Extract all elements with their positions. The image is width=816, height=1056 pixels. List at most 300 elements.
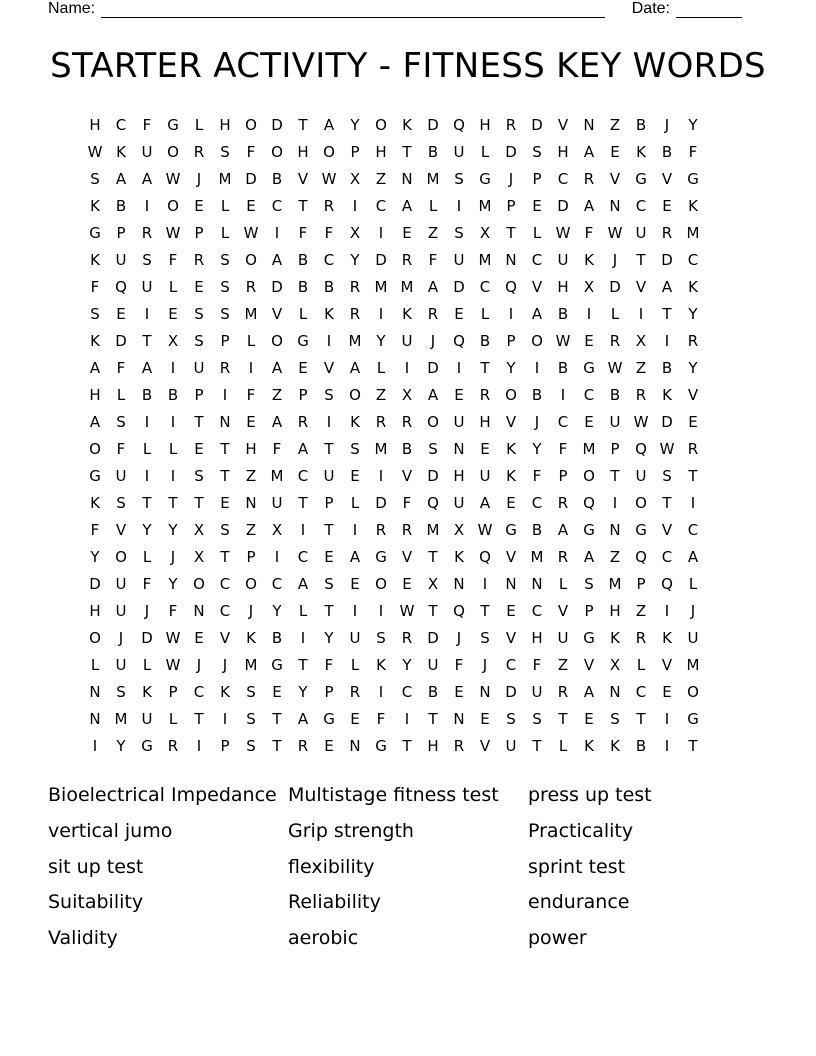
grid-letter: R bbox=[297, 413, 309, 431]
grid-letter: B bbox=[531, 521, 543, 539]
grid-letter: O bbox=[349, 386, 361, 404]
grid-row bbox=[82, 490, 734, 517]
grid-letter: X bbox=[427, 575, 439, 593]
grid-letter: Y bbox=[532, 440, 542, 458]
grid-letter: U bbox=[687, 629, 699, 647]
grid-letter: Q bbox=[635, 440, 647, 458]
grid-letter: I bbox=[144, 197, 150, 215]
grid-letter: X bbox=[401, 386, 413, 404]
grid-letter: E bbox=[506, 602, 516, 620]
grid-letter: D bbox=[245, 170, 257, 188]
grid-letter: N bbox=[453, 575, 465, 593]
grid-letter: U bbox=[115, 575, 127, 593]
grid-letter: T bbox=[428, 602, 438, 620]
grid-letter: F bbox=[90, 521, 100, 539]
grid-letter: T bbox=[220, 548, 230, 566]
grid-row bbox=[82, 220, 734, 247]
grid-letter: H bbox=[557, 278, 569, 296]
grid-letter: U bbox=[453, 494, 465, 512]
grid-letter: L bbox=[610, 305, 620, 323]
word-list-item: Suitability bbox=[48, 891, 144, 914]
grid-letter: S bbox=[194, 305, 204, 323]
grid-letter: Q bbox=[453, 602, 465, 620]
grid-letter: C bbox=[297, 467, 309, 485]
grid-letter: E bbox=[584, 413, 594, 431]
grid-letter: I bbox=[144, 467, 150, 485]
grid-letter: D bbox=[531, 116, 543, 134]
word-list bbox=[48, 778, 768, 957]
grid-row bbox=[82, 544, 734, 571]
grid-letter: L bbox=[142, 548, 152, 566]
grid-letter: G bbox=[583, 521, 595, 539]
grid-letter: Q bbox=[635, 548, 647, 566]
grid-letter: I bbox=[482, 575, 488, 593]
grid-letter: J bbox=[456, 629, 462, 647]
grid-letter: R bbox=[583, 170, 595, 188]
grid-letter: C bbox=[271, 575, 283, 593]
grid-letter: G bbox=[375, 548, 387, 566]
grid-row bbox=[82, 328, 734, 355]
grid-letter: S bbox=[454, 170, 464, 188]
grid-letter: C bbox=[531, 602, 543, 620]
grid-letter: L bbox=[532, 224, 542, 242]
word-list-item: Practicality bbox=[528, 819, 634, 842]
grid-letter: I bbox=[352, 602, 358, 620]
name-input-line[interactable] bbox=[101, 3, 605, 18]
grid-letter: E bbox=[454, 683, 464, 701]
grid-letter: S bbox=[116, 494, 126, 512]
grid-letter: X bbox=[453, 521, 465, 539]
grid-letter: T bbox=[688, 737, 698, 755]
grid-letter: T bbox=[662, 305, 672, 323]
grid-letter: L bbox=[350, 494, 360, 512]
grid-letter: X bbox=[349, 170, 361, 188]
grid-letter: G bbox=[375, 737, 387, 755]
grid-letter: T bbox=[142, 494, 152, 512]
grid-letter: E bbox=[220, 494, 230, 512]
grid-letter: C bbox=[115, 116, 127, 134]
grid-letter: A bbox=[323, 116, 335, 134]
grid-letter: K bbox=[90, 332, 100, 350]
grid-letter: F bbox=[246, 386, 256, 404]
grid-letter: K bbox=[454, 548, 464, 566]
grid-letter: R bbox=[479, 386, 491, 404]
grid-letter: E bbox=[662, 197, 672, 215]
grid-letter: S bbox=[246, 710, 256, 728]
grid-letter: D bbox=[661, 251, 673, 269]
grid-letter: T bbox=[272, 710, 282, 728]
grid-letter: D bbox=[505, 143, 517, 161]
grid-letter: H bbox=[89, 116, 101, 134]
grid-letter: J bbox=[664, 116, 670, 134]
grid-letter: E bbox=[194, 440, 204, 458]
grid-letter: Y bbox=[298, 683, 308, 701]
grid-letter: I bbox=[196, 737, 202, 755]
grid-letter: F bbox=[298, 224, 308, 242]
grid-letter: D bbox=[427, 359, 439, 377]
grid-letter: C bbox=[557, 413, 569, 431]
grid-letter: F bbox=[376, 710, 386, 728]
grid-letter: A bbox=[271, 359, 283, 377]
word-list-item: Grip strength bbox=[288, 819, 414, 842]
grid-letter: L bbox=[116, 386, 126, 404]
grid-row bbox=[82, 463, 734, 490]
grid-letter: I bbox=[144, 305, 150, 323]
grid-letter: T bbox=[142, 332, 152, 350]
grid-letter: I bbox=[378, 467, 384, 485]
grid-letter: K bbox=[90, 251, 100, 269]
grid-letter: G bbox=[141, 737, 153, 755]
grid-letter: D bbox=[609, 278, 621, 296]
grid-letter: Y bbox=[350, 116, 360, 134]
grid-letter: V bbox=[557, 116, 569, 134]
grid-letter: R bbox=[245, 278, 257, 296]
grid-letter: N bbox=[349, 737, 361, 755]
grid-letter: R bbox=[687, 440, 699, 458]
grid-letter: R bbox=[349, 305, 361, 323]
grid-letter: E bbox=[194, 278, 204, 296]
grid-letter: N bbox=[583, 116, 595, 134]
grid-letter: K bbox=[246, 629, 256, 647]
grid-letter: C bbox=[661, 548, 673, 566]
grid-letter: O bbox=[167, 143, 179, 161]
grid-letter: Z bbox=[245, 521, 257, 539]
grid-letter: E bbox=[298, 359, 308, 377]
grid-letter: I bbox=[300, 629, 306, 647]
grid-letter: D bbox=[375, 494, 387, 512]
grid-letter: F bbox=[272, 440, 282, 458]
word-search-grid bbox=[82, 112, 734, 760]
grid-letter: K bbox=[584, 251, 594, 269]
grid-letter: L bbox=[220, 197, 230, 215]
grid-letter: K bbox=[324, 305, 334, 323]
grid-letter: V bbox=[583, 656, 595, 674]
grid-letter: N bbox=[609, 683, 621, 701]
grid-letter: N bbox=[193, 602, 205, 620]
grid-letter: E bbox=[350, 467, 360, 485]
grid-letter: B bbox=[297, 278, 309, 296]
grid-letter: I bbox=[664, 710, 670, 728]
grid-letter: P bbox=[168, 683, 178, 701]
grid-letter: I bbox=[144, 413, 150, 431]
grid-letter: S bbox=[90, 170, 100, 188]
grid-letter: M bbox=[348, 332, 362, 350]
grid-letter: P bbox=[220, 737, 230, 755]
grid-letter: I bbox=[352, 521, 358, 539]
grid-letter: A bbox=[141, 359, 153, 377]
grid-letter: K bbox=[662, 386, 672, 404]
grid-letter: Q bbox=[583, 494, 595, 512]
grid-letter: T bbox=[220, 467, 230, 485]
grid-letter: S bbox=[532, 143, 542, 161]
grid-letter: F bbox=[116, 440, 126, 458]
grid-letter: I bbox=[378, 683, 384, 701]
grid-letter: E bbox=[402, 575, 412, 593]
grid-letter: B bbox=[557, 359, 569, 377]
grid-letter: Z bbox=[635, 602, 647, 620]
grid-letter: R bbox=[375, 413, 387, 431]
grid-letter: T bbox=[662, 494, 672, 512]
grid-letter: R bbox=[401, 629, 413, 647]
grid-letter: F bbox=[688, 143, 698, 161]
grid-letter: P bbox=[558, 467, 568, 485]
grid-row bbox=[82, 301, 734, 328]
grid-letter: T bbox=[194, 710, 204, 728]
grid-letter: K bbox=[688, 197, 698, 215]
grid-letter: B bbox=[557, 305, 569, 323]
grid-letter: N bbox=[219, 413, 231, 431]
grid-letter: T bbox=[402, 143, 412, 161]
grid-letter: F bbox=[168, 251, 178, 269]
grid-letter: M bbox=[478, 251, 492, 269]
grid-letter: M bbox=[244, 656, 258, 674]
grid-letter: J bbox=[482, 656, 488, 674]
grid-letter: K bbox=[376, 656, 386, 674]
grid-letter: T bbox=[532, 737, 542, 755]
grid-row bbox=[82, 571, 734, 598]
grid-letter: G bbox=[505, 521, 517, 539]
grid-letter: U bbox=[635, 467, 647, 485]
grid-letter: B bbox=[661, 143, 673, 161]
grid-letter: V bbox=[661, 170, 673, 188]
date-label: Date: bbox=[631, 0, 670, 17]
grid-letter: A bbox=[531, 305, 543, 323]
grid-letter: I bbox=[612, 494, 618, 512]
grid-letter: S bbox=[454, 224, 464, 242]
grid-letter: A bbox=[401, 197, 413, 215]
grid-letter: B bbox=[427, 143, 439, 161]
grid-letter: D bbox=[271, 278, 283, 296]
grid-letter: O bbox=[531, 332, 543, 350]
grid-letter: V bbox=[219, 629, 231, 647]
grid-letter: N bbox=[505, 251, 517, 269]
grid-row bbox=[82, 517, 734, 544]
grid-letter: I bbox=[170, 413, 176, 431]
grid-letter: D bbox=[427, 116, 439, 134]
grid-letter: S bbox=[506, 710, 516, 728]
grid-letter: L bbox=[428, 197, 438, 215]
grid-letter: M bbox=[374, 278, 388, 296]
grid-letter: T bbox=[480, 602, 490, 620]
grid-letter: I bbox=[170, 359, 176, 377]
grid-letter: W bbox=[321, 170, 337, 188]
grid-letter: M bbox=[686, 656, 700, 674]
grid-letter: L bbox=[142, 440, 152, 458]
grid-letter: U bbox=[505, 737, 517, 755]
grid-letter: H bbox=[89, 386, 101, 404]
grid-letter: Z bbox=[427, 224, 439, 242]
grid-letter: T bbox=[194, 413, 204, 431]
grid-letter: L bbox=[688, 575, 698, 593]
grid-letter: E bbox=[584, 710, 594, 728]
grid-letter: U bbox=[193, 359, 205, 377]
grid-letter: K bbox=[220, 683, 230, 701]
grid-letter: E bbox=[116, 305, 126, 323]
word-list-item: endurance bbox=[528, 891, 630, 914]
name-field bbox=[48, 0, 605, 18]
grid-letter: J bbox=[118, 629, 124, 647]
grid-letter: G bbox=[583, 629, 595, 647]
grid-letter: O bbox=[245, 116, 257, 134]
grid-row bbox=[82, 625, 734, 652]
grid-letter: S bbox=[220, 305, 230, 323]
grid-letter: R bbox=[453, 737, 465, 755]
grid-letter: V bbox=[505, 548, 517, 566]
grid-letter: P bbox=[636, 575, 646, 593]
grid-letter: Y bbox=[688, 359, 698, 377]
grid-letter: T bbox=[402, 737, 412, 755]
grid-letter: O bbox=[427, 413, 439, 431]
grid-letter: A bbox=[557, 521, 569, 539]
grid-letter: X bbox=[635, 332, 647, 350]
grid-letter: S bbox=[194, 467, 204, 485]
grid-letter: V bbox=[609, 170, 621, 188]
grid-letter: T bbox=[194, 494, 204, 512]
grid-letter: B bbox=[297, 251, 309, 269]
grid-letter: W bbox=[607, 359, 623, 377]
grid-letter: B bbox=[609, 386, 621, 404]
grid-letter: E bbox=[246, 197, 256, 215]
grid-letter: M bbox=[244, 305, 258, 323]
grid-letter: D bbox=[661, 413, 673, 431]
grid-letter: K bbox=[90, 197, 100, 215]
grid-letter: P bbox=[220, 332, 230, 350]
grid-letter: I bbox=[222, 710, 228, 728]
grid-letter: F bbox=[402, 494, 412, 512]
grid-letter: N bbox=[89, 683, 101, 701]
grid-letter: A bbox=[271, 413, 283, 431]
grid-letter: A bbox=[427, 386, 439, 404]
grid-letter: Q bbox=[453, 332, 465, 350]
grid-letter: Y bbox=[116, 737, 126, 755]
grid-letter: E bbox=[324, 737, 334, 755]
grid-letter: D bbox=[115, 332, 127, 350]
grid-letter: G bbox=[479, 170, 491, 188]
grid-row bbox=[82, 112, 734, 139]
grid-letter: X bbox=[349, 224, 361, 242]
grid-letter: G bbox=[297, 332, 309, 350]
grid-letter: U bbox=[141, 143, 153, 161]
word-list-item: press up test bbox=[528, 784, 652, 806]
grid-letter: I bbox=[378, 602, 384, 620]
grid-letter: Q bbox=[479, 548, 491, 566]
grid-letter: R bbox=[401, 413, 413, 431]
grid-letter: Q bbox=[505, 278, 517, 296]
grid-letter: O bbox=[635, 494, 647, 512]
grid-letter: K bbox=[636, 143, 646, 161]
grid-letter: N bbox=[505, 575, 517, 593]
grid-letter: Z bbox=[271, 386, 283, 404]
grid-letter: T bbox=[298, 494, 308, 512]
grid-letter: P bbox=[298, 386, 308, 404]
grid-letter: D bbox=[505, 683, 517, 701]
grid-letter: A bbox=[427, 278, 439, 296]
grid-letter: R bbox=[427, 305, 439, 323]
grid-letter: F bbox=[168, 602, 178, 620]
grid-letter: T bbox=[220, 440, 230, 458]
grid-letter: K bbox=[116, 143, 126, 161]
grid-letter: B bbox=[271, 629, 283, 647]
grid-letter: U bbox=[115, 602, 127, 620]
grid-letter: M bbox=[114, 710, 128, 728]
grid-letter: K bbox=[90, 494, 100, 512]
grid-letter: D bbox=[89, 575, 101, 593]
grid-letter: T bbox=[428, 548, 438, 566]
grid-letter: U bbox=[323, 467, 335, 485]
grid-letter: F bbox=[532, 467, 542, 485]
grid-row bbox=[82, 382, 734, 409]
grid-letter: C bbox=[635, 197, 647, 215]
grid-letter: E bbox=[194, 197, 204, 215]
grid-letter: L bbox=[636, 656, 646, 674]
grid-letter: S bbox=[428, 440, 438, 458]
grid-letter: L bbox=[298, 305, 308, 323]
grid-letter: W bbox=[165, 170, 181, 188]
grid-letter: I bbox=[248, 359, 254, 377]
grid-letter: T bbox=[168, 494, 178, 512]
date-field bbox=[632, 0, 742, 18]
grid-letter: E bbox=[272, 683, 282, 701]
grid-letter: U bbox=[453, 413, 465, 431]
date-input-line[interactable] bbox=[676, 3, 742, 18]
grid-letter: V bbox=[531, 278, 543, 296]
grid-letter: K bbox=[506, 467, 516, 485]
grid-letter: L bbox=[142, 656, 152, 674]
grid-letter: O bbox=[271, 143, 283, 161]
grid-letter: R bbox=[401, 251, 413, 269]
grid-letter: E bbox=[454, 386, 464, 404]
grid-letter: H bbox=[89, 602, 101, 620]
grid-letter: B bbox=[479, 332, 491, 350]
grid-letter: E bbox=[454, 305, 464, 323]
grid-letter: F bbox=[558, 440, 568, 458]
grid-letter: R bbox=[687, 332, 699, 350]
grid-letter: A bbox=[297, 440, 309, 458]
grid-letter: D bbox=[453, 278, 465, 296]
grid-letter: U bbox=[531, 683, 543, 701]
grid-letter: I bbox=[560, 386, 566, 404]
grid-letter: O bbox=[375, 116, 387, 134]
grid-letter: R bbox=[505, 116, 517, 134]
grid-letter: O bbox=[167, 197, 179, 215]
grid-letter: S bbox=[662, 467, 672, 485]
grid-letter: A bbox=[349, 359, 361, 377]
grid-row bbox=[82, 679, 734, 706]
grid-letter: M bbox=[218, 170, 232, 188]
grid-letter: Y bbox=[688, 305, 698, 323]
grid-letter: W bbox=[165, 224, 181, 242]
grid-letter: U bbox=[635, 224, 647, 242]
grid-letter: E bbox=[402, 224, 412, 242]
grid-letter: E bbox=[350, 710, 360, 728]
grid-row bbox=[82, 247, 734, 274]
grid-letter: E bbox=[480, 710, 490, 728]
grid-letter: Z bbox=[609, 116, 621, 134]
grid-letter: Q bbox=[115, 278, 127, 296]
grid-letter: A bbox=[89, 413, 101, 431]
grid-letter: J bbox=[144, 602, 150, 620]
grid-letter: B bbox=[167, 386, 179, 404]
grid-letter: K bbox=[662, 629, 672, 647]
word-list-item: sit up test bbox=[48, 855, 144, 878]
grid-letter: G bbox=[89, 224, 101, 242]
grid-letter: E bbox=[506, 494, 516, 512]
grid-letter: Y bbox=[324, 629, 334, 647]
grid-letter: G bbox=[323, 710, 335, 728]
grid-letter: Y bbox=[142, 521, 152, 539]
grid-letter: U bbox=[115, 656, 127, 674]
grid-letter: J bbox=[222, 656, 228, 674]
